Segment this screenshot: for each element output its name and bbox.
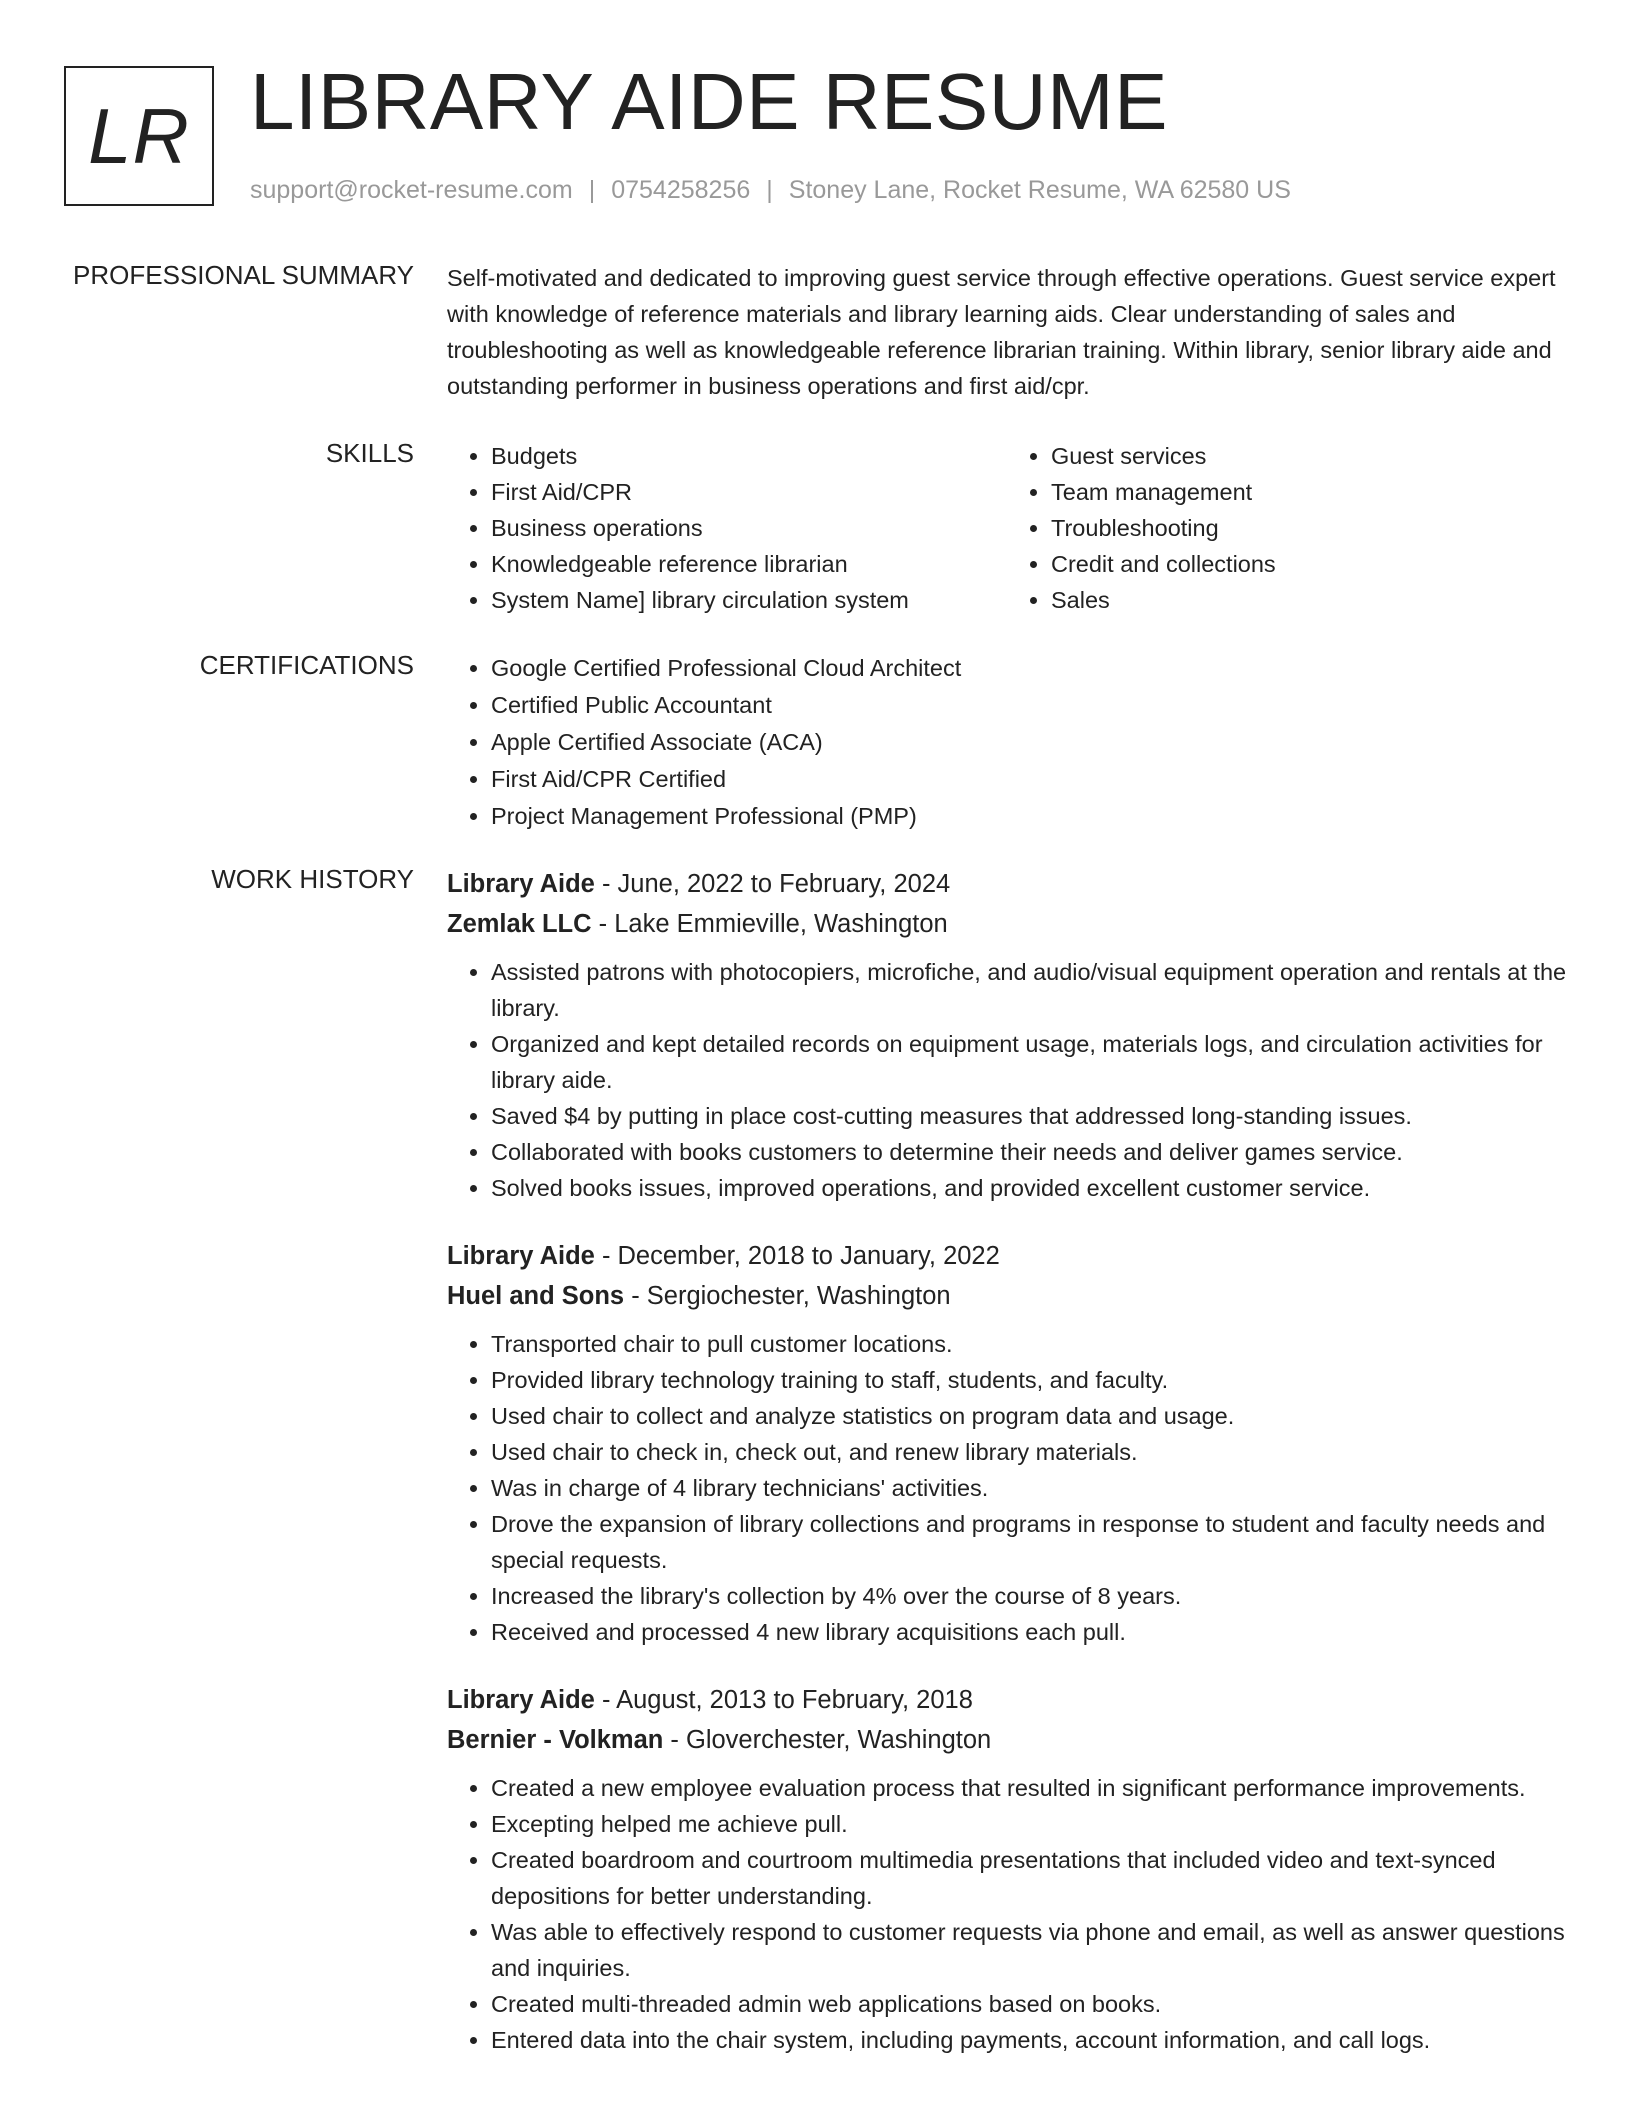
skill-item: • Sales <box>1051 582 1567 618</box>
section-label-certifications: CERTIFICATIONS <box>199 650 414 680</box>
job-bullet: • Transported chair to pull customer locations. <box>491 1326 1567 1362</box>
job-dates: - December, 2018 to January, 2022 <box>594 1242 1000 1270</box>
job-bullet: • Created multi-threaded admin web applications based on books. <box>491 1986 1567 2022</box>
job-bullets <box>447 1770 1567 2058</box>
job-bullet: • Collaborated with books customers to determine their needs and deliver games service. <box>491 1134 1567 1170</box>
contact-email[interactable]: support@rocket-resume.com <box>250 176 573 204</box>
job-location: - Sergiochester, Washington <box>624 1282 951 1310</box>
certification-item: • Project Management Professional (PMP) <box>491 798 1567 835</box>
job-location: - Lake Emmieville, Washington <box>591 910 948 938</box>
section-label-skills: SKILLS <box>325 438 414 468</box>
skill-item: • Business operations <box>491 510 1007 546</box>
contact-separator: | <box>766 176 773 204</box>
job-company-line <box>447 1720 1567 1760</box>
job-company: Zemlak LLC <box>447 910 592 938</box>
certification-item: • First Aid/CPR Certified <box>491 761 1567 798</box>
skill-item: • Budgets <box>491 438 1007 474</box>
job-title-line <box>447 864 1567 904</box>
job-location: - Gloverchester, Washington <box>663 1726 992 1754</box>
certification-item: • Apple Certified Associate (ACA) <box>491 724 1567 761</box>
section-label-summary: PROFESSIONAL SUMMARY <box>73 260 414 290</box>
job-bullet: • Was in charge of 4 library technicians' activities. <box>491 1470 1567 1506</box>
job-bullet: • Was able to effectively respond to customer requests via phone and email, as well as answer questions and inquiries. <box>491 1914 1567 1986</box>
skill-item: • System Name] library circulation system <box>491 582 1007 618</box>
job-entry <box>447 1680 1567 2058</box>
contact-address: Stoney Lane, Rocket Resume, WA 62580 US <box>788 176 1291 204</box>
job-company-line <box>447 1276 1567 1316</box>
job-title: Library Aide <box>447 1242 595 1270</box>
job-bullets <box>447 954 1567 1206</box>
job-bullet: • Used chair to check in, check out, and renew library materials. <box>491 1434 1567 1470</box>
job-bullet: • Provided library technology training to staff, students, and faculty. <box>491 1362 1567 1398</box>
job-bullet: • Assisted patrons with photocopiers, microfiche, and audio/visual equipment operation and rentals at the library. <box>491 954 1567 1026</box>
summary-text: Self-motivated and dedicated to improving guest service through effective operations. Guest service expert with knowledge of reference materials and library learning aids. Clear understanding of sales and troubleshooting as well as knowledgeable reference librarian training. Within library, senior library aide and outstanding performer in business operations and first aid/cpr. <box>447 265 1556 399</box>
skill-item: • Guest services <box>1051 438 1567 474</box>
job-bullet: • Excepting helped me achieve pull. <box>491 1806 1567 1842</box>
job-bullet: • Created boardroom and courtroom multimedia presentations that included video and text-synced depositions for better understanding. <box>491 1842 1567 1914</box>
certification-item: • Certified Public Accountant <box>491 687 1567 724</box>
page-title: LIBRARY AIDE RESUME <box>250 57 1168 146</box>
job-dates: - August, 2013 to February, 2018 <box>594 1686 973 1714</box>
job-company-line <box>447 904 1567 944</box>
job-entry <box>447 1236 1567 1650</box>
job-bullet: • Solved books issues, improved operations, and provided excellent customer service. <box>491 1170 1567 1206</box>
skill-item: • Credit and collections <box>1051 546 1567 582</box>
contact-separator: | <box>588 176 596 204</box>
job-title-line <box>447 1236 1567 1276</box>
job-bullet: • Drove the expansion of library collections and programs in response to student and faculty needs and special requests. <box>491 1506 1567 1578</box>
job-entry <box>447 864 1567 1206</box>
job-bullet: • Entered data into the chair system, including payments, account information, and call logs. <box>491 2022 1567 2058</box>
job-bullets <box>447 1326 1567 1650</box>
skills-grid <box>447 438 1567 618</box>
skill-item: • First Aid/CPR <box>491 474 1007 510</box>
job-bullet: • Increased the library's collection by 4% over the course of 8 years. <box>491 1578 1567 1614</box>
job-dates: - June, 2022 to February, 2024 <box>594 870 951 898</box>
certifications-list <box>447 650 1567 835</box>
job-company: Huel and Sons <box>447 1282 625 1310</box>
job-bullet: • Saved $4 by putting in place cost-cutting measures that addressed long-standing issues. <box>491 1098 1567 1134</box>
job-title-line <box>447 1680 1567 1720</box>
job-title: Library Aide <box>447 870 595 898</box>
job-bullet: • Created a new employee evaluation process that resulted in significant performance improvements. <box>491 1770 1567 1806</box>
skill-item: • Knowledgeable reference librarian <box>491 546 1007 582</box>
section-label-work-history: WORK HISTORY <box>211 864 414 894</box>
job-bullet: • Organized and kept detailed records on equipment usage, materials logs, and circulation activities for library aide. <box>491 1026 1567 1098</box>
job-company: Bernier - Volkman <box>447 1726 664 1754</box>
job-bullet: • Used chair to collect and analyze statistics on program data and usage. <box>491 1398 1567 1434</box>
certification-item: • Google Certified Professional Cloud Architect <box>491 650 1567 687</box>
job-title: Library Aide <box>447 1686 595 1714</box>
contact-phone[interactable]: 0754258256 <box>611 176 751 204</box>
monogram: LR <box>64 66 214 206</box>
skill-item: • Troubleshooting <box>1051 510 1567 546</box>
jobs-container <box>447 864 1567 2088</box>
skills-list-right <box>1007 438 1567 618</box>
job-bullet: • Received and processed 4 new library acquisitions each pull. <box>491 1614 1567 1650</box>
contact-line <box>250 176 1291 205</box>
skills-list-left <box>447 438 1007 618</box>
skill-item: • Team management <box>1051 474 1567 510</box>
